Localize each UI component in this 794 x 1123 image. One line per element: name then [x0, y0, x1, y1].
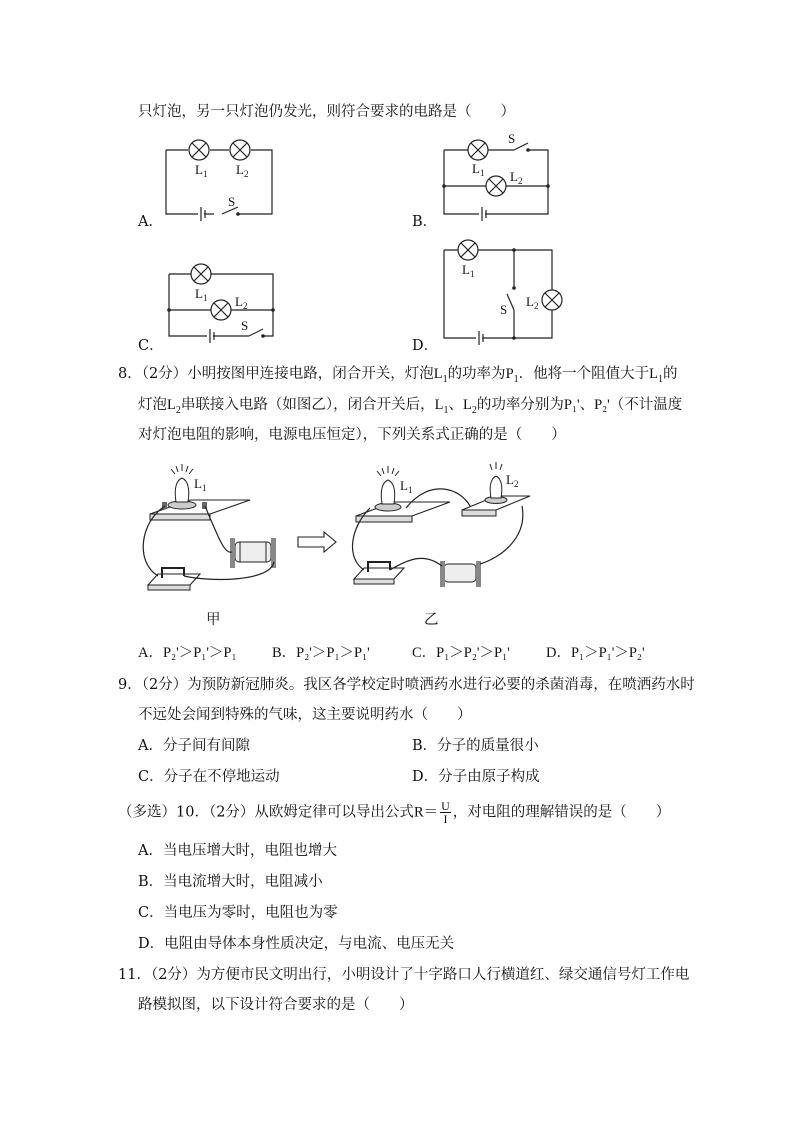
q9-option-c: C．分子在不停地运动: [138, 769, 280, 785]
q7-option-a: A．: [138, 214, 163, 230]
q11-line2: 路模拟图，以下设计符合要求的是（ ）: [138, 997, 414, 1013]
label-l2: $L_2$: [235, 294, 248, 311]
q8-line3: 对灯泡电阻的影响，电源电压恒定），下列关系式正确的是（ ）: [138, 427, 566, 443]
circuit-a: [160, 138, 280, 218]
q8-line2: 灯泡$L_2$串联接入电路（如图乙），闭合开关后，$L_1$、$L_2$的功率分别为P₁'、P₂'（不计温度: [138, 397, 683, 416]
circuit-b: [440, 131, 560, 219]
label-s: S: [241, 318, 249, 333]
q9-line2: 不远处会闻到特殊的气味，这主要说明药水（ ）: [138, 707, 472, 723]
q8-option-d: D．P₁＞P₁'＞P₂': [546, 645, 645, 661]
label-l1: $L_1$: [462, 262, 475, 279]
formula-fraction: $\frac{U}{I}$: [441, 799, 450, 826]
label-l1: $L_1$: [472, 161, 485, 178]
circuit-c: [165, 262, 280, 342]
figure-label-yi: 乙: [424, 612, 439, 628]
circuit-d: [440, 238, 580, 343]
label-l1: $L_1$: [195, 162, 208, 179]
q7-text-tail: 只灯泡，另一只灯泡仍发光，则符合要求的电路是（ ）: [138, 104, 515, 120]
q7-option-c: C．: [138, 338, 164, 354]
q8-option-b: B．P₂'＞P₁＞P₁': [272, 645, 370, 661]
figure-jia: [140, 462, 300, 597]
q7-option-d: D．: [412, 338, 439, 354]
label-l2: $L_2$: [236, 162, 249, 179]
label-l2: $L_2$: [506, 472, 519, 489]
q9-option-b: B．分子的质量很小: [412, 738, 539, 754]
label-s: S: [228, 194, 236, 209]
figure-yi: [350, 458, 535, 593]
q10-option-d: D．电阻由导体本身性质决定，与电流、电压无关: [138, 936, 455, 952]
q11-line1: 11．（2分）为方便市民文明出行，小明设计了十字路口人行横道红、绿交通信号灯工作电: [118, 967, 690, 983]
label-l1: $L_1$: [195, 286, 208, 303]
q8-line1: 8．（2分）小明按图甲连接电路，闭合开关，灯泡$L_1$的功率为$P_1$．他将一个阻值大于$L_1$的: [118, 366, 678, 385]
q8-option-a: A．P₂'＞P₁'＞P₁: [138, 645, 237, 661]
formula: R＝: [413, 804, 439, 821]
q9-line1: 9．（2分）为预防新冠肺炎。我区各学校定时喷洒药水进行必要的杀菌消毒，在喷洒药水时: [118, 677, 695, 693]
label-s: S: [508, 131, 516, 146]
figure-label-jia: 甲: [206, 612, 221, 628]
label-l1: $L_1$: [194, 476, 207, 493]
arrow-icon: [298, 532, 338, 552]
label-l2: $L_2$: [526, 294, 539, 311]
q9-option-d: D．分子由原子构成: [412, 769, 540, 785]
label-l1: $L_1$: [400, 478, 413, 495]
label-l2: $L_2$: [510, 169, 523, 186]
q10-option-c: C．当电压为零时，电阻也为零: [138, 905, 338, 921]
q9-option-a: A．分子间有间隙: [138, 738, 250, 754]
q7-option-b: B．: [412, 214, 438, 230]
label-s: S: [500, 302, 508, 317]
q10-option-a: A．当电压增大时，电阻也增大: [138, 843, 337, 859]
q10-option-b: B．当电流增大时，电阻减小: [138, 874, 323, 890]
q10-stem: （多选）10．（2分）从欧姆定律可以导出公式R＝ $\frac{U}{I}$ ，对电阻的理解错误的是（ ）: [118, 799, 671, 826]
q8-option-c: C．P₁＞P₂'＞P₁': [412, 645, 510, 661]
